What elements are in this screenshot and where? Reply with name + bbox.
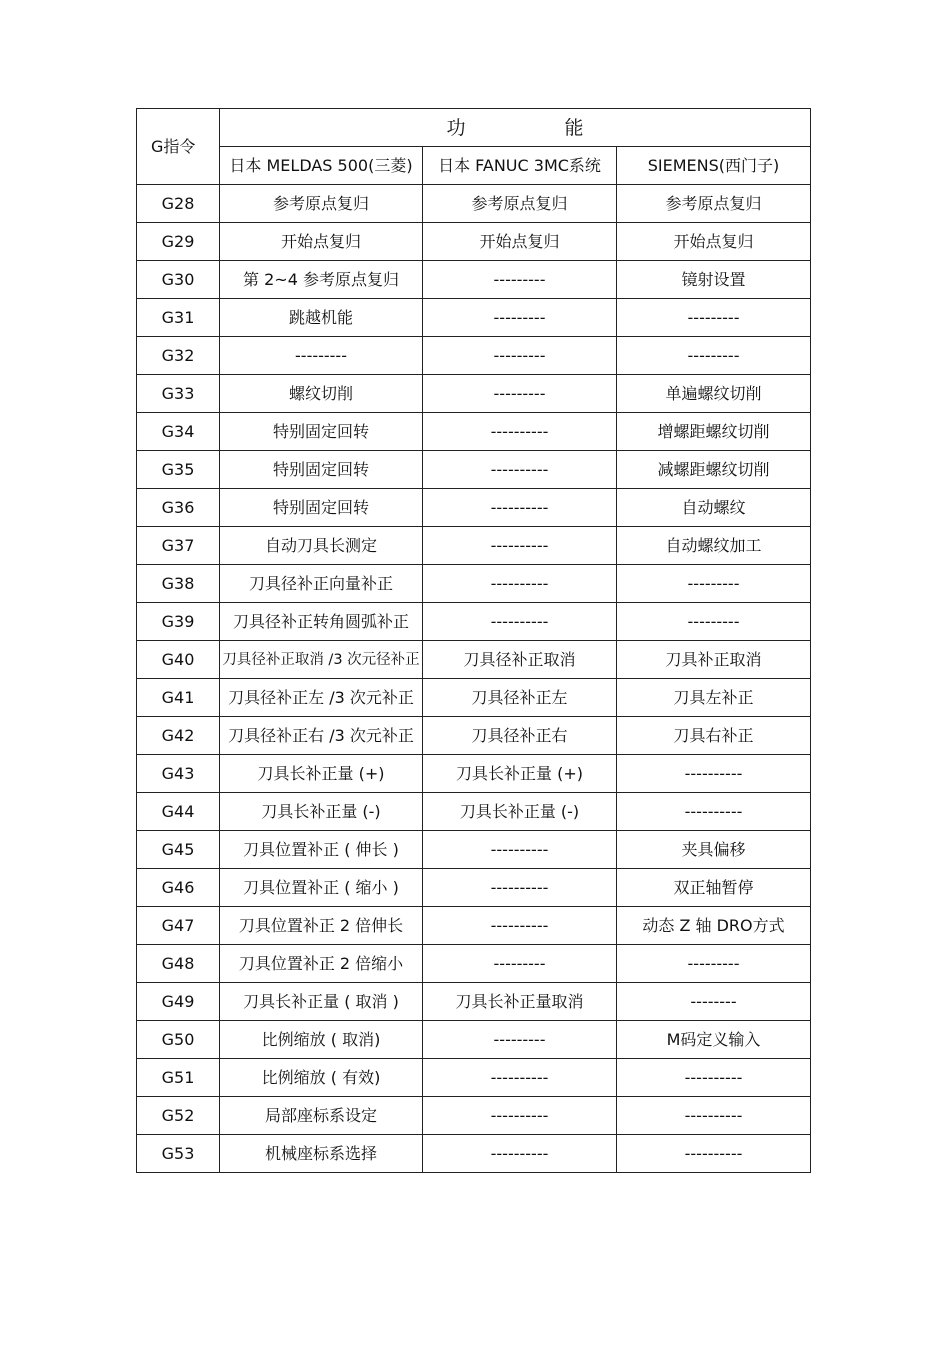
- meldas-cell: 螺纹切削: [220, 375, 423, 413]
- fanuc-cell: 刀具径补正取消: [423, 641, 617, 679]
- table-row: [137, 565, 811, 603]
- table-row: [137, 755, 811, 793]
- gcode-cell: G32: [137, 337, 220, 375]
- table-row: [137, 223, 811, 261]
- gcode-cell: G47: [137, 907, 220, 945]
- fanuc-cell: ---------: [423, 945, 617, 983]
- gcode-cell: G46: [137, 869, 220, 907]
- meldas-cell: 刀具长补正量 (+): [220, 755, 423, 793]
- fanuc-cell: ----------: [423, 451, 617, 489]
- meldas-cell: 特别固定回转: [220, 489, 423, 527]
- fanuc-cell: ----------: [423, 603, 617, 641]
- siemens-cell: 单遍螺纹切削: [617, 375, 811, 413]
- table-row: [137, 869, 811, 907]
- fanuc-cell: ----------: [423, 527, 617, 565]
- fanuc-cell: ----------: [423, 1097, 617, 1135]
- table-row: [137, 1021, 811, 1059]
- siemens-cell: 动态 Z 轴 DRO方式: [617, 907, 811, 945]
- table-row: [137, 1059, 811, 1097]
- fanuc-cell: ----------: [423, 1059, 617, 1097]
- meldas-cell: 刀具位置补正 2 倍伸长: [220, 907, 423, 945]
- meldas-cell: 刀具位置补正 2 倍缩小: [220, 945, 423, 983]
- fanuc-cell: ----------: [423, 489, 617, 527]
- gcode-cell: G43: [137, 755, 220, 793]
- siemens-cell: 自动螺纹加工: [617, 527, 811, 565]
- gcode-cell: G35: [137, 451, 220, 489]
- system-header-siemens: SIEMENS(西门子): [617, 147, 811, 185]
- meldas-cell: 刀具径补正转角圆弧补正: [220, 603, 423, 641]
- gcode-cell: G48: [137, 945, 220, 983]
- siemens-cell: ----------: [617, 1097, 811, 1135]
- siemens-cell: 刀具补正取消: [617, 641, 811, 679]
- gcode-cell: G51: [137, 1059, 220, 1097]
- system-header-meldas: 日本 MELDAS 500(三菱): [220, 147, 423, 185]
- fanuc-cell: ----------: [423, 413, 617, 451]
- gcode-cell: G44: [137, 793, 220, 831]
- table-row: [137, 641, 811, 679]
- gcode-cell: G41: [137, 679, 220, 717]
- siemens-cell: ---------: [617, 565, 811, 603]
- fanuc-cell: ----------: [423, 869, 617, 907]
- siemens-cell: 双正轴暂停: [617, 869, 811, 907]
- siemens-cell: 刀具左补正: [617, 679, 811, 717]
- meldas-cell: 比例缩放 ( 有效): [220, 1059, 423, 1097]
- gcode-cell: G34: [137, 413, 220, 451]
- siemens-cell: 参考原点复归: [617, 185, 811, 223]
- fanuc-cell: 刀具长补正量 (+): [423, 755, 617, 793]
- gcode-cell: G50: [137, 1021, 220, 1059]
- gcode-cell: G29: [137, 223, 220, 261]
- fanuc-cell: ----------: [423, 1135, 617, 1173]
- table-row: [137, 907, 811, 945]
- fanuc-cell: 开始点复归: [423, 223, 617, 261]
- fanuc-cell: 刀具长补正量 (-): [423, 793, 617, 831]
- fanuc-cell: ---------: [423, 337, 617, 375]
- siemens-cell: --------: [617, 983, 811, 1021]
- meldas-cell: ---------: [220, 337, 423, 375]
- fanuc-cell: ---------: [423, 299, 617, 337]
- siemens-cell: 夹具偏移: [617, 831, 811, 869]
- gcode-cell: G39: [137, 603, 220, 641]
- gcode-cell: G45: [137, 831, 220, 869]
- table-row: [137, 413, 811, 451]
- gcode-cell: G28: [137, 185, 220, 223]
- siemens-cell: ----------: [617, 1059, 811, 1097]
- table-row: [137, 337, 811, 375]
- siemens-cell: 开始点复归: [617, 223, 811, 261]
- meldas-cell: 局部座标系设定: [220, 1097, 423, 1135]
- table-row: [137, 831, 811, 869]
- table-row: [137, 489, 811, 527]
- gcode-header: G指令: [137, 109, 220, 185]
- siemens-cell: ----------: [617, 755, 811, 793]
- table-row: [137, 375, 811, 413]
- header-row-2: [137, 147, 811, 185]
- meldas-cell: 刀具长补正量 ( 取消 ): [220, 983, 423, 1021]
- fanuc-cell: ---------: [423, 261, 617, 299]
- meldas-cell: 刀具位置补正 ( 伸长 ): [220, 831, 423, 869]
- gcode-cell: G49: [137, 983, 220, 1021]
- gcode-table: [136, 108, 811, 1173]
- meldas-cell: 第 2~4 参考原点复归: [220, 261, 423, 299]
- header-row-1: [137, 109, 811, 147]
- gcode-cell: G36: [137, 489, 220, 527]
- fanuc-cell: ---------: [423, 1021, 617, 1059]
- gcode-cell: G37: [137, 527, 220, 565]
- table-row: [137, 261, 811, 299]
- fanuc-cell: ----------: [423, 565, 617, 603]
- meldas-cell: 跳越机能: [220, 299, 423, 337]
- siemens-cell: 刀具右补正: [617, 717, 811, 755]
- table-row: [137, 299, 811, 337]
- fanuc-cell: 刀具长补正量取消: [423, 983, 617, 1021]
- gcode-cell: G40: [137, 641, 220, 679]
- table-row: [137, 983, 811, 1021]
- siemens-cell: ----------: [617, 793, 811, 831]
- function-header: 功 能: [220, 109, 811, 147]
- table-row: [137, 793, 811, 831]
- table-row: [137, 717, 811, 755]
- fanuc-cell: 刀具径补正右: [423, 717, 617, 755]
- gcode-cell: G30: [137, 261, 220, 299]
- gcode-cell: G33: [137, 375, 220, 413]
- fanuc-cell: 刀具径补正左: [423, 679, 617, 717]
- meldas-cell: 开始点复归: [220, 223, 423, 261]
- gcode-cell: G53: [137, 1135, 220, 1173]
- gcode-table-body: [137, 109, 811, 1173]
- meldas-cell: 自动刀具长测定: [220, 527, 423, 565]
- gcode-cell: G38: [137, 565, 220, 603]
- meldas-cell: 比例缩放 ( 取消): [220, 1021, 423, 1059]
- table-row: [137, 1135, 811, 1173]
- siemens-cell: 减螺距螺纹切削: [617, 451, 811, 489]
- siemens-cell: M码定义输入: [617, 1021, 811, 1059]
- meldas-cell: 刀具长补正量 (-): [220, 793, 423, 831]
- meldas-cell: 特别固定回转: [220, 413, 423, 451]
- meldas-cell: 刀具位置补正 ( 缩小 ): [220, 869, 423, 907]
- fanuc-cell: 参考原点复归: [423, 185, 617, 223]
- siemens-cell: ---------: [617, 337, 811, 375]
- meldas-cell: 机械座标系选择: [220, 1135, 423, 1173]
- meldas-cell: 刀具径补正取消 /3 次元径补正: [220, 641, 423, 679]
- siemens-cell: 镜射设置: [617, 261, 811, 299]
- siemens-cell: ----------: [617, 1135, 811, 1173]
- siemens-cell: ---------: [617, 603, 811, 641]
- system-header-fanuc: 日本 FANUC 3MC系统: [423, 147, 617, 185]
- gcode-cell: G42: [137, 717, 220, 755]
- meldas-cell: 刀具径补正左 /3 次元补正: [220, 679, 423, 717]
- table-row: [137, 527, 811, 565]
- siemens-cell: ---------: [617, 945, 811, 983]
- meldas-cell: 参考原点复归: [220, 185, 423, 223]
- table-row: [137, 1097, 811, 1135]
- meldas-cell: 刀具径补正右 /3 次元补正: [220, 717, 423, 755]
- table-row: [137, 679, 811, 717]
- fanuc-cell: ----------: [423, 831, 617, 869]
- table-row: [137, 451, 811, 489]
- table-row: [137, 945, 811, 983]
- fanuc-cell: ---------: [423, 375, 617, 413]
- gcode-cell: G52: [137, 1097, 220, 1135]
- meldas-cell: 特别固定回转: [220, 451, 423, 489]
- siemens-cell: 自动螺纹: [617, 489, 811, 527]
- siemens-cell: 增螺距螺纹切削: [617, 413, 811, 451]
- siemens-cell: ---------: [617, 299, 811, 337]
- table-row: [137, 603, 811, 641]
- fanuc-cell: ----------: [423, 907, 617, 945]
- meldas-cell: 刀具径补正向量补正: [220, 565, 423, 603]
- gcode-cell: G31: [137, 299, 220, 337]
- table-row: [137, 185, 811, 223]
